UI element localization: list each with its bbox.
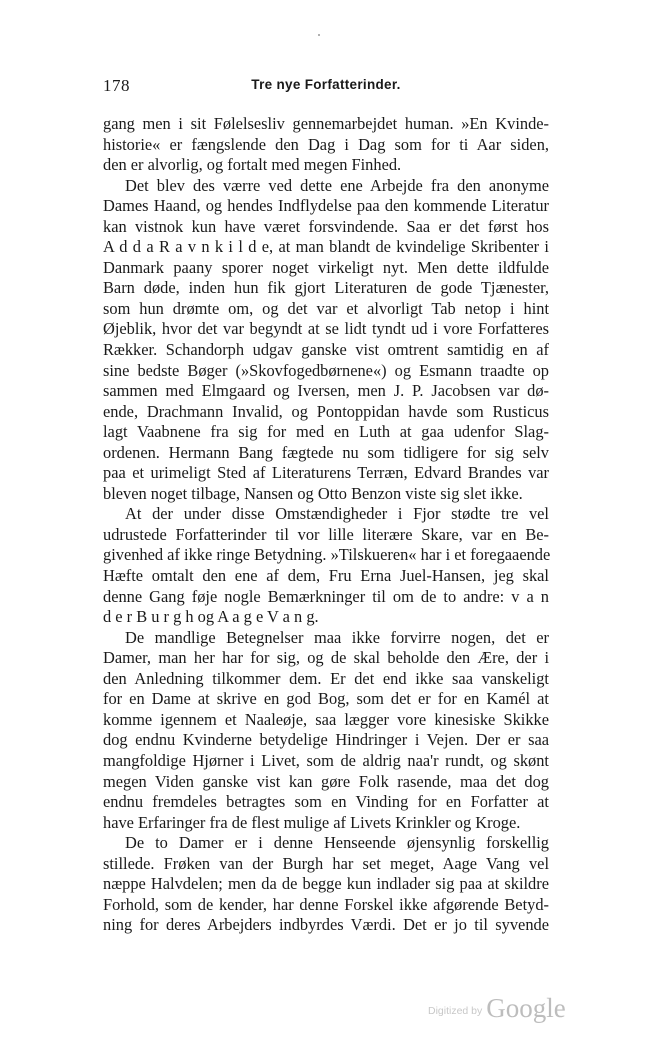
text-line: gang men i sit Følelsesliv gennemarbejdet human. »En Kvinde-: [103, 114, 549, 133]
text-line: ordenen. Hermann Bang fægtede nu som tidligere for sig selv: [103, 442, 549, 462]
text-line: udrustede Forfatterinder til vor lille literære Skare, var en Be-: [103, 524, 549, 544]
text-line: ning for deres Arbejders indbyrdes Værdi. Det er jo til syvende: [103, 915, 549, 935]
text-line: dog endnu Kvinderne betydelige Hindringer i Vejen. Der er saa: [103, 730, 549, 750]
text-line: næppe Halvdelen; men da de begge kun indlader sig paa at skildre: [103, 874, 549, 894]
text-line: paa et urimeligt Sted af Literaturens Terræn, Edvard Brandes var: [103, 463, 549, 483]
text-line: Forhold, som de kender, har denne Forskel ikke afgørende Betyd-: [103, 894, 549, 914]
text-line: stillede. Frøken van der Burgh har set meget, Aage Vang vel: [103, 853, 549, 873]
text-line: d e r B u r g h og A a g e V a n g.: [103, 607, 319, 627]
text-line: givenhed af ikke ringe Betydning. »Tilskueren« har i et foregaaende: [103, 545, 551, 565]
text-line: De mandlige Betegnelser maa ikke forvirre nogen, det er: [125, 627, 549, 647]
google-watermark: [428, 993, 566, 1024]
text-line: som hun drømte om, og det var et alvorligt Tab netop i hint: [103, 298, 549, 318]
text-line: sine bedste Bøger (»Skovfogedbørnene«) og Esmann traadte op: [103, 360, 549, 380]
text-line: for en Dame at skrive en god Bog, som det er for en Kamél at: [103, 689, 549, 709]
body-text: [103, 114, 549, 936]
watermark-prefix: Digitized by: [428, 1005, 483, 1017]
text-line: bleven noget tilbage, Nansen og Otto Benzon viste sig slet ikke.: [103, 483, 523, 503]
text-line: kan vistnok kun have været forsvindende. Saa er det først hos: [103, 216, 549, 236]
text-line: mangfoldige Hjørner i Livet, som de aldrig naa'r rundt, og skønt: [103, 750, 549, 770]
text-line: Øjeblik, hvor det var begyndt at se lidt tyndt ud i vore Forfatteres: [103, 319, 549, 339]
text-line: den Anledning tilkommer dem. Er det end ikke saa vanskeligt: [103, 668, 549, 688]
text-line: Dames Haand, og hendes Indflydelse paa den kommende Literatur: [103, 196, 549, 216]
page-number: 178: [103, 76, 130, 95]
text-line: Danmark paany sporer noget virkeligt nyt. Men dette ildfulde: [103, 257, 549, 277]
page-header: [103, 76, 549, 100]
text-line: Hæfte omtalt den ene af dem, Fru Erna Juel-Hansen, jeg skal: [103, 566, 549, 586]
text-line: komme igennem et Naaleøje, saa lægger vore kinesiske Skikke: [103, 709, 549, 729]
text-line: den er alvorlig, og fortalt med megen Finhed.: [103, 155, 402, 175]
text-line: ende, Drachmann Invalid, og Pontoppidan havde som Rusticus: [103, 401, 549, 421]
scan-speck: [318, 34, 320, 36]
text-line: Barn døde, inden hun fik gjort Literaturen de gode Tjænester,: [103, 278, 549, 298]
google-logo: Google: [486, 993, 566, 1023]
running-title: Tre nye Forfatterinder.: [251, 77, 401, 92]
text-line: A d d a R a v n k i l d e, at man blandt de kvindelige Skribenter i: [103, 237, 549, 257]
text-line: Damer, man her har for sig, og de skal beholde den Ære, der i: [103, 648, 549, 668]
text-line: At der under disse Omstændigheder i Fjor stødte tre vel: [125, 504, 549, 524]
text-line: lagt Vaabnene fra sig for med en Luth at gaa udenfor Slag-: [103, 422, 549, 442]
text-line: have Erfaringer fra de flest mulige af Livets Krinkler og Kroge.: [103, 812, 521, 832]
text-line: denne Gang føje nogle Bemærkninger til om de to andre: v a n: [103, 586, 549, 606]
text-line: historie« er fængslende den Dag i Dag som for ti Aar siden,: [103, 134, 549, 154]
text-line: Rækker. Schandorph udgav ganske vist omtrent samtidig en af: [103, 340, 549, 360]
text-line: De to Damer er i denne Henseende øjensynlig forskellig: [125, 833, 549, 853]
text-line: endnu fremdeles betragtes som en Vinding for en Forfatter at: [103, 792, 549, 812]
text-line: megen Viden ganske vist kan gøre Folk rasende, maa det dog: [103, 771, 549, 791]
text-line: sammen med Elmgaard og Iversen, men J. P. Jacobsen var dø-: [103, 381, 549, 401]
text-line: Det blev des værre ved dette ene Arbejde fra den anonyme: [125, 175, 549, 195]
